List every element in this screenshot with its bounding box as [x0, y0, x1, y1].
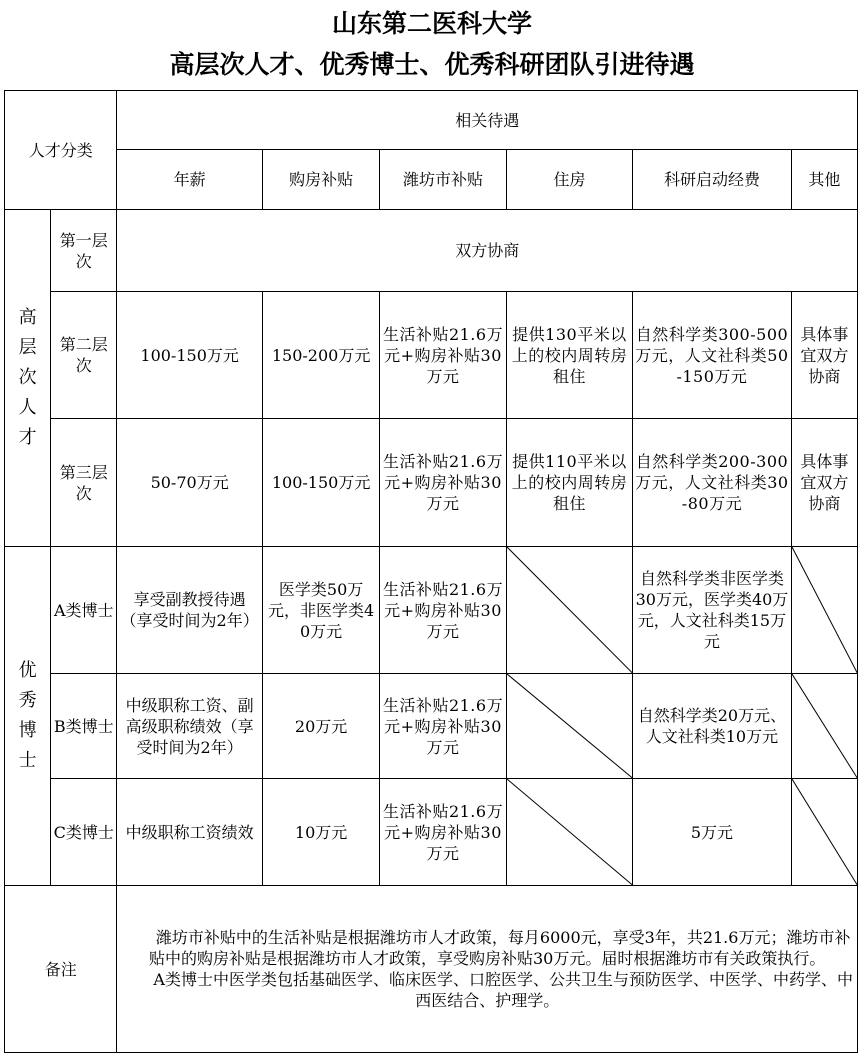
col-other: 其他	[791, 150, 857, 210]
level-2-purchase: 150-200万元	[262, 292, 379, 419]
level-2: 第二层次	[51, 292, 117, 419]
doctor-a-housing-empty	[506, 547, 632, 674]
header-category: 人才分类	[5, 91, 117, 210]
doctor-a-purchase: 医学类50万元，非医学类40万元	[262, 547, 379, 674]
page-title: 山东第二医科大学	[331, 9, 532, 38]
header-benefits: 相关待遇	[117, 91, 858, 150]
level-2-salary: 100-150万元	[117, 292, 263, 419]
level-3-weifang: 生活补贴21.6万元+购房补贴30万元	[380, 419, 506, 547]
col-housing: 住房	[506, 150, 632, 210]
col-salary: 年薪	[117, 150, 263, 210]
doctor-b-purchase: 20万元	[262, 674, 379, 779]
col-purchase-subsidy: 购房补贴	[262, 150, 379, 210]
page-subtitle: 高层次人才、优秀博士、优秀科研团队引进待遇	[169, 50, 695, 79]
benefits-table	[4, 90, 858, 1053]
notes-label: 备注	[5, 886, 117, 1053]
doctor-a-research: 自然科学类非医学类30万元，医学类40万元，人文社科类15万元	[633, 547, 792, 674]
group-excellent-doctor: 优秀博士	[5, 547, 51, 886]
level-3-other: 具体事宜双方协商	[791, 419, 857, 547]
doctor-c-salary: 中级职称工资绩效	[117, 779, 263, 886]
doctor-a-other-empty	[791, 547, 857, 674]
level-3: 第三层次	[51, 419, 117, 547]
doctor-c-other-empty	[791, 779, 857, 886]
level-2-housing: 提供130平米以上的校内周转房租住	[506, 292, 632, 419]
doctor-c-housing-empty	[506, 779, 632, 886]
doctor-c-purchase: 10万元	[262, 779, 379, 886]
doctor-c-research: 5万元	[633, 779, 792, 886]
level-2-other: 具体事宜双方协商	[791, 292, 857, 419]
doctor-b-salary: 中级职称工资、副高级职称绩效（享受时间为2年）	[117, 674, 263, 779]
level-1-negotiate: 双方协商	[117, 210, 858, 292]
doctor-a-salary: 享受副教授待遇（享受时间为2年）	[117, 547, 263, 674]
doctor-b-weifang: 生活补贴21.6万元+购房补贴30万元	[380, 674, 506, 779]
doctor-b-research: 自然科学类20万元、人文社科类10万元	[633, 674, 792, 779]
level-2-weifang: 生活补贴21.6万元+购房补贴30万元	[380, 292, 506, 419]
doctor-a: A类博士	[51, 547, 117, 674]
level-1: 第一层次	[51, 210, 117, 292]
level-3-research: 自然科学类200-300万元，人文社科类30-80万元	[633, 419, 792, 547]
col-weifang-subsidy: 潍坊市补贴	[380, 150, 506, 210]
notes-content	[117, 886, 858, 1053]
doctor-b: B类博士	[51, 674, 117, 779]
notes-paragraph-2: A类博士中医学类包括基础医学、临床医学、口腔医学、公共卫生与预防医学、中医学、中药学、中西医结合、护理学。	[153, 970, 853, 1010]
col-research-fund: 科研启动经费	[633, 150, 792, 210]
doctor-c: C类博士	[51, 779, 117, 886]
doctor-b-other-empty	[791, 674, 857, 779]
level-3-purchase: 100-150万元	[262, 419, 379, 547]
level-3-housing: 提供110平米以上的校内周转房租住	[506, 419, 632, 547]
level-3-salary: 50-70万元	[117, 419, 263, 547]
doctor-c-weifang: 生活补贴21.6万元+购房补贴30万元	[380, 779, 506, 886]
doctor-a-weifang: 生活补贴21.6万元+购房补贴30万元	[380, 547, 506, 674]
group-high-level: 高层次人才	[5, 210, 51, 547]
notes-paragraph-1: 潍坊市补贴中的生活补贴是根据潍坊市人才政策，每月6000元，享受3年，共21.6万元；潍坊市补贴中的购房补贴是根据潍坊市人才政策，享受购房补贴30万元。届时根据潍坊市有关政策执行。	[149, 928, 851, 968]
doctor-b-housing-empty	[506, 674, 632, 779]
level-2-research: 自然科学类300-500万元，人文社科类50-150万元	[633, 292, 792, 419]
